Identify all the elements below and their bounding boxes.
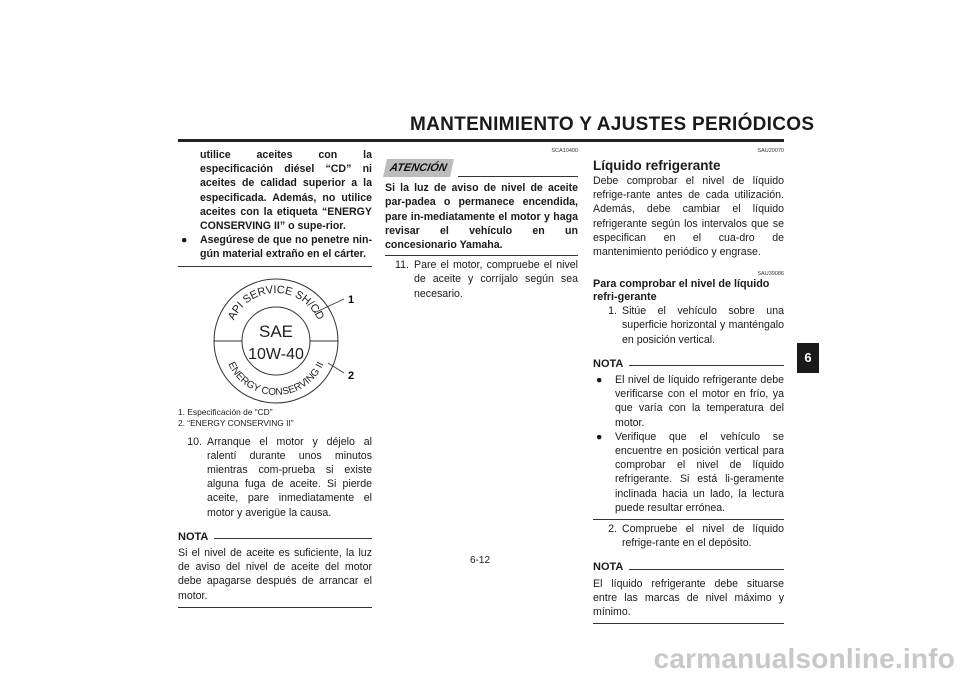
bullet-icon: ● [596,374,603,387]
nota-heading [593,357,784,371]
column-middle [385,148,578,301]
step-1 [593,304,784,347]
nota-heading [178,530,372,544]
step-text: Pare el motor, compruebe el nivel de aceite y corríjalo según sea necesario. [414,259,578,300]
chapter-tab: 6 [797,343,819,373]
page-number: 6-12 [469,555,490,566]
nota-bullet [593,373,784,430]
callout2-label: 2 [348,369,355,382]
arc-top-text: API SERVICE SH/CD [225,283,327,322]
bullet-icon: ● [596,430,603,443]
step-11 [385,258,578,301]
attention-badge: ATENCIÓN [383,159,454,177]
inner-circle [242,307,310,375]
step-number: 2. [608,523,617,536]
step-text: Compruebe el nivel de líquido refrige-rante en el depósito. [622,523,784,550]
figure-caption-1: 1. Especificación de “CD” [178,406,273,417]
divider [178,607,372,608]
divider [178,266,372,267]
attention-text: Si la luz de aviso de nivel de aceite par-padea o permanece encendida, pare in-mediatamente el motor y haga revisar el vehículo en un concesionario Yamaha. [385,182,578,252]
nota-text: Si el nivel de aceite es suficiente, la luz de aviso del nivel de aceite del motor debe apagarse después de arrancar el motor. [178,547,372,602]
column-right [593,148,784,624]
nota-bullet [593,430,784,515]
doc-code: SAU39086 [757,271,784,278]
step-text: Arranque el motor y déjelo al ralentí durante unos minutos mientras com-prueba si existe alguna fuga de aceite. Si pierde aceite, pare inmediatamente el motor y averigüe la causa. [207,435,372,519]
step-number: 1. [608,305,617,318]
divider [385,255,578,256]
bullet-text: El nivel de líquido refrigerante debe verificarse con el motor en frío, ya que varía con la temperatura del motor. [615,374,784,429]
nota-label: NOTA [593,561,624,574]
oil-label-figure [178,269,372,407]
nota-rule [629,569,784,570]
sae-text: SAE [258,321,294,341]
bullet-text: Asegúrese de que no penetre nin-gún material extraño en el cárter. [200,234,372,261]
column-left [178,148,372,608]
nota-label: NOTA [593,357,624,370]
step-text: Sitúe el vehículo sobre una superficie horizontal y manténgalo en posición vertical. [622,305,784,346]
nota-label: NOTA [178,530,209,543]
divider [593,519,784,520]
doc-code: SAU20070 [757,148,784,154]
page-title: MANTENIMIENTO Y AJUSTES PERIÓDICOS [410,114,815,135]
arc-bottom-text: ENERGY CONSERVING II [225,359,327,398]
viscosity-text: 10W-40 [248,345,304,363]
section-title: Líquido refrigerante [593,158,721,173]
subsection-title: Para comprobar el nivel de líquido refri-gerante [593,278,770,304]
section-text: Debe comprobar el nivel de líquido refrige-rante antes de cada utilización. Además, debe cambiar el líquido refrigerante según los intervalos que se especifican en el cua-dro de mantenimiento periódico y engrase. [593,175,784,259]
nota-rule [629,365,784,366]
bullet-text: Verifique que el vehículo se encuentre en posición vertical para comprobar el nivel de líquido refrigerante. Si está li-geramente inclinada hacia un lado, la lectura puede resultar errónea. [615,430,784,514]
title-rule [178,139,784,142]
watermark: carmanualsonline.info [653,643,955,674]
attention-heading [385,159,578,177]
attention-rule [458,176,578,177]
step-10 [178,435,372,520]
bullet-icon: ● [181,234,188,247]
nota-text: El líquido refrigerante debe situarse entre las marcas de nivel máximo y mínimo. [593,577,784,619]
nota-heading [593,560,784,574]
warning-intro: utilice aceites con la especificación diésel “CD” ni aceites de calidad superior a la especificada. Además, no utilice aceites con la etiqueta “ENERGY CONSERVING II” o supe-rior. [200,149,372,233]
divider [593,623,784,624]
warning-bullet [178,233,372,261]
nota-rule [214,538,372,539]
callout1-label: 1 [348,293,355,306]
figure-caption-2: 2. “ENERGY CONSERVING II” [178,417,294,428]
doc-code: SCA10400 [551,148,578,154]
step-2 [593,522,784,550]
step-number: 11. [395,259,409,272]
step-number: 10. [187,435,202,448]
